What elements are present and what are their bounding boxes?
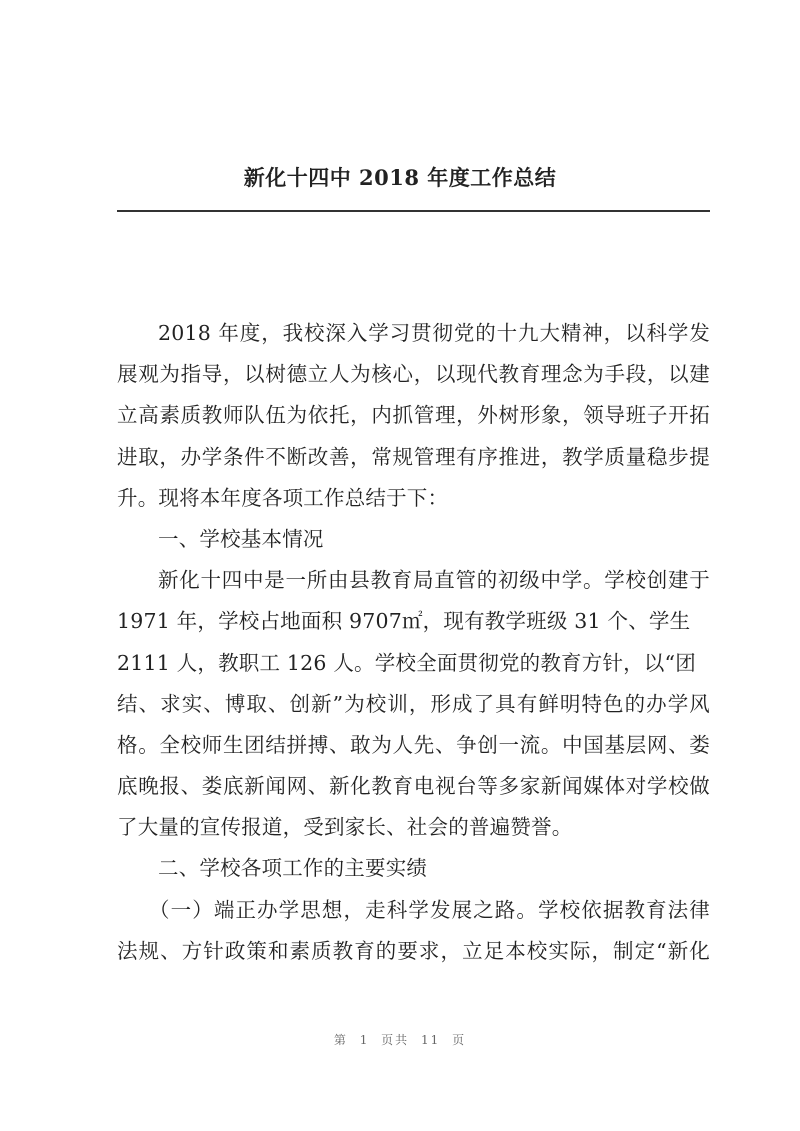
document-title: 新化十四中 2018 年度工作总结 — [243, 165, 557, 190]
paragraph-line: 进取，办学条件不断改善，常规管理有序推进，教学质量稳步提 — [117, 444, 710, 469]
title-divider — [117, 210, 710, 212]
paragraph-line: 格。全校师生团结拼搏、敢为人先、争创一流。中国基层网、娄 — [117, 732, 710, 757]
section-heading: 二、学校各项工作的主要实绩 — [158, 856, 428, 881]
paragraph-line: 底晚报、娄底新闻网、新化教育电视台等多家新闻媒体对学校做 — [117, 774, 710, 799]
paragraph-line: 1971 年，学校占地面积 9707㎡，现有教学班级 31 个、学生 — [117, 609, 691, 634]
paragraph-line: 2111 人，教职工 126 人。学校全面贯彻党的教育方针，以“团 — [117, 650, 696, 675]
document-body — [117, 313, 710, 972]
paragraph-line: 立高素质教师队伍为依托，内抓管理，外树形象，领导班子开拓 — [117, 403, 710, 428]
paragraph-line: 升。现将本年度各项工作总结于下： — [117, 485, 449, 510]
section-heading: 一、学校基本情况 — [158, 526, 324, 551]
subsection-line: （一）端正办学思想，走科学发展之路。学校依据教育法律 — [149, 897, 710, 922]
page-number-footer: 第 1 页共 11 页 — [333, 1033, 467, 1047]
paragraph-line: 展观为指导，以树德立人为核心，以现代教育理念为手段，以建 — [117, 362, 710, 387]
paragraph-line: 结、求实、博取、创新”为校训，形成了具有鲜明特色的办学风 — [117, 691, 710, 716]
paragraph-line: 了大量的宣传报道，受到家长、社会的普遍赞誉。 — [117, 815, 573, 840]
paragraph-line: 法规、方针政策和素质教育的要求，立足本校实际，制定“新化 — [117, 938, 710, 963]
paragraph-line: 2018 年度，我校深入学习贯彻党的十九大精神，以科学发 — [158, 321, 710, 345]
paragraph-line: 新化十四中是一所由县教育局直管的初级中学。学校创建于 — [158, 568, 710, 593]
